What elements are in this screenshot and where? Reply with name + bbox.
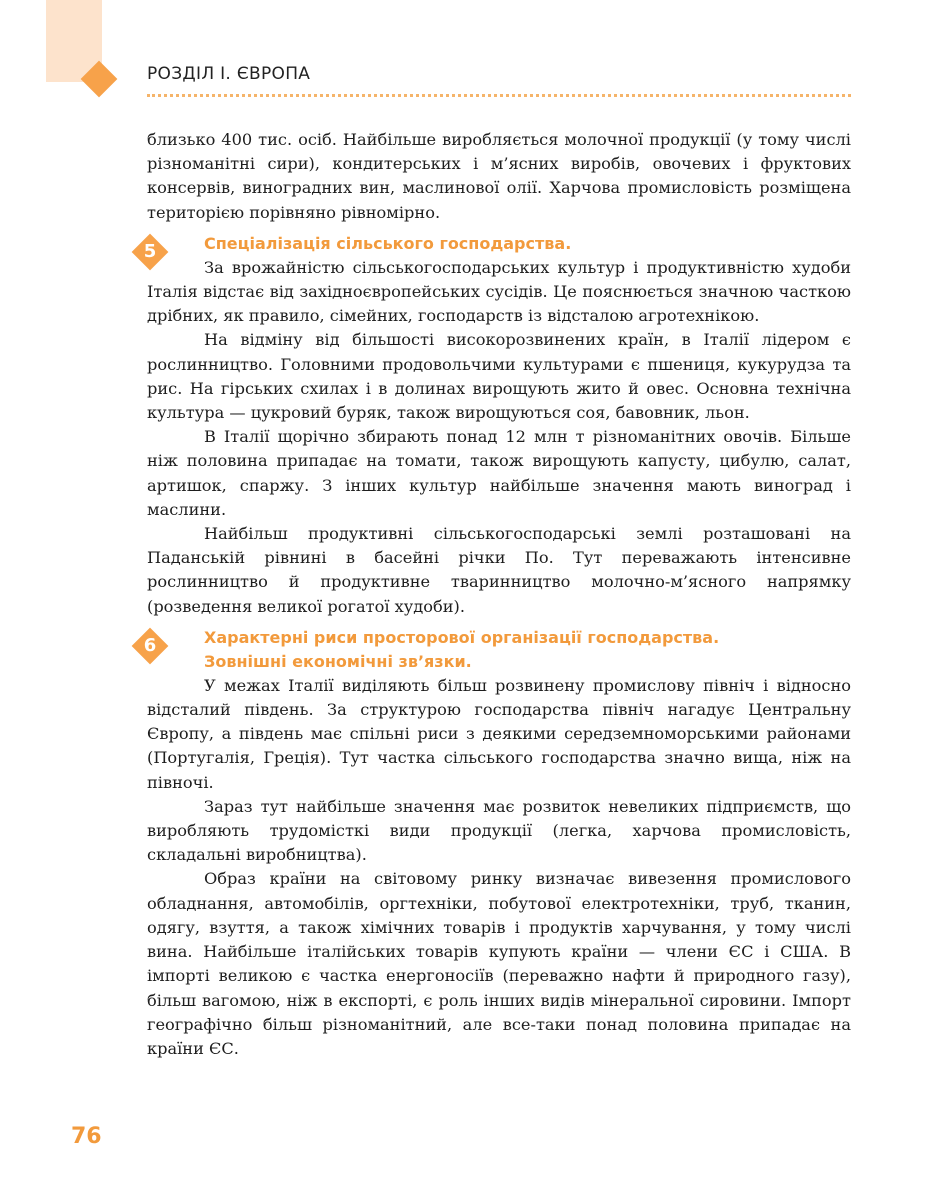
intro-paragraph: близько 400 тис. осіб. Найбільше виробляється молочної продукції (у тому числі різноманітні сири), кондитерських і м’ясних виробів, овочевих і фруктових консервів, виноградних вин, маслинової олії. Харчова промисловість розміщена територією порівняно рівномірно. <box>147 130 851 222</box>
paragraph: Найбільш продуктивні сільськогосподарські землі розташовані на Паданській рівнині в басейні річки По. Тут переважають інтенсивне рослинництво й продуктивне тваринництво молочно-м’ясного напрямку (розведення великої рогатої худоби). <box>147 524 851 616</box>
section-heading-line: Зовнішні економічні зв’язки. <box>204 651 472 671</box>
section-heading-line: Спеціалізація сільського господарства. <box>204 233 572 253</box>
paragraph: На відміну від більшості високорозвинених країн, в Італії лідером є рослинництво. Головними продовольчими культурами є пшениця, кукурудза та рис. На гірських схилах і в долинах вирощують жито й овес. Основна технічна культура — цукровий буряк, також вирощуються соя, бавовник, льон. <box>147 330 851 423</box>
section-5 <box>143 232 851 619</box>
section-heading-line: Характерні риси просторової організації господарства. <box>204 627 720 647</box>
section-number: 6 <box>143 634 157 656</box>
section-heading <box>204 232 851 256</box>
section-number-badge <box>132 628 168 664</box>
page-number: 76 <box>71 1124 102 1149</box>
section-heading <box>204 626 851 674</box>
section-number-badge <box>132 234 168 270</box>
chapter-title: РОЗДІЛ І. ЄВРОПА <box>147 64 311 84</box>
page-body <box>143 128 851 1061</box>
section-number: 5 <box>143 240 157 262</box>
paragraph: Зараз тут найбільше значення має розвиток невеликих підприємств, що виробляють трудомісткі види продукції (легка, харчова промисловість, складальні виробництва). <box>147 796 851 865</box>
paragraph: У межах Італії виділяють більш розвинену промислову північ і відносно відсталий південь. За структурою господарства північ нагадує Центральну Європу, а південь має спільні риси з деякими середземноморськими районами (Португалія, Греція). Тут частка сільського господарства значно вища, ніж на півночі. <box>147 675 851 792</box>
paragraph: Образ країни на світовому ринку визначає вивезення промислового обладнання, автомобілів, оргтехніки, побутової електротехніки, труб, тканин, одягу, взуття, а також хімічних товарів і продуктів харчування, у тому числі вина. Найбільше італійських товарів купують країни — члени ЄС і США. В імпорті великою є частка енергоносіїв (переважно нафти й природного газу), більш вагомою, ніж в експорті, є роль інших видів мінеральної сировини. Імпорт географічно більш різноманітний, але все-таки понад половина припадає на країни ЄС. <box>147 869 851 1058</box>
paragraph: В Італії щорічно збирають понад 12 млн т різноманітних овочів. Більше ніж половина припадає на томати, також вирощують капусту, цибулю, салат, артишок, спаржу. З інших культур найбільше значення мають виноград і маслини. <box>147 427 851 519</box>
header-divider <box>147 94 851 97</box>
section-6 <box>143 626 851 1061</box>
paragraph: За врожайністю сільськогосподарських культур і продуктивністю худоби Італія відстає від західноєвропейських сусідів. Це пояснюється значною часткою дрібних, як правило, сімейних, господарств із відсталою агротехнікою. <box>147 257 851 326</box>
